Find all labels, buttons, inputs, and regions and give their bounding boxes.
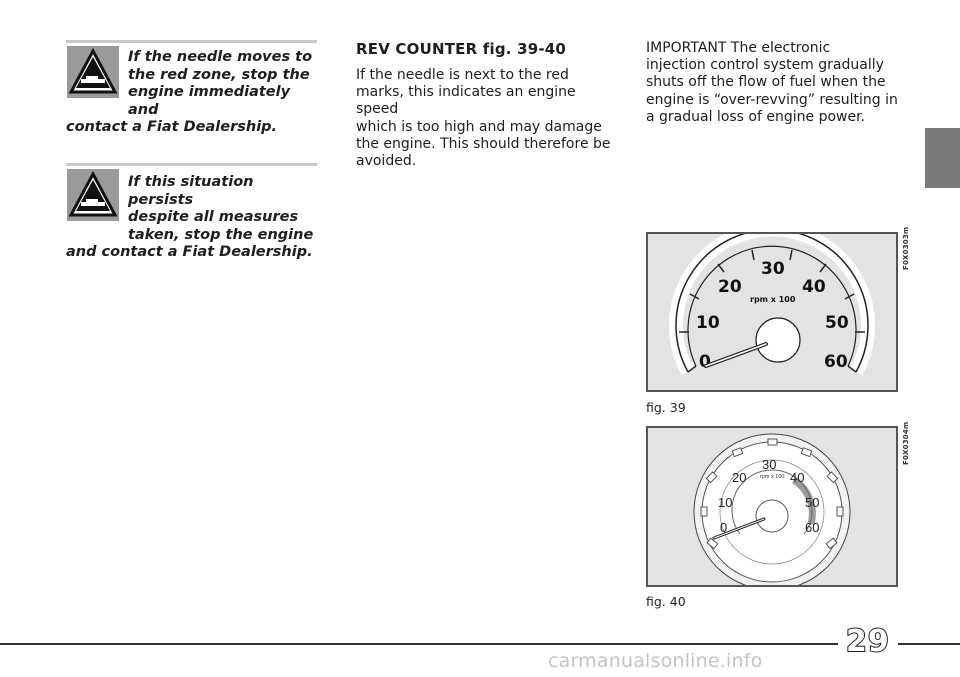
fig39-scale-60: 60	[824, 352, 848, 372]
footer-rule-left	[0, 643, 838, 645]
section-line-2: marks, this indicates an engine speed	[356, 84, 576, 118]
fig40-scale-30: 30	[762, 457, 777, 472]
figure-39-code: F0X0303m	[902, 226, 910, 270]
fig40-scale-10: 10	[718, 495, 733, 510]
section-paragraph	[356, 67, 616, 170]
fig39-unit-label: rpm x 100	[750, 295, 796, 304]
warning-1-line-1: If the needle moves to	[128, 49, 313, 65]
figure-40-code: F0X0304m	[902, 421, 910, 465]
fig39-scale-20: 20	[718, 277, 742, 297]
fig39-scale-10: 10	[696, 313, 720, 333]
warning-2-line-4: and contact a Fiat Dealership.	[66, 244, 313, 260]
fig40-scale-50: 50	[805, 495, 820, 510]
footer-rule-right	[898, 643, 960, 645]
section-line-3: which is too high and may damage	[356, 118, 602, 135]
figure-40	[646, 426, 898, 587]
section-title: REV COUNTER fig. 39-40	[356, 40, 567, 58]
section-line-5: avoided.	[356, 153, 417, 170]
figure-39-caption: fig. 39	[646, 400, 686, 415]
warning-2-text	[66, 174, 318, 262]
warning-1-text	[66, 49, 318, 137]
section-line-4: the engine. This should therefore be	[356, 135, 611, 152]
warning-1-line-4: contact a Fiat Dealership.	[66, 119, 278, 135]
important-line-5: a gradual loss of engine power.	[646, 108, 866, 125]
fig40-scale-0: 0	[720, 520, 728, 535]
warning-1-line-2: the red zone, stop the	[128, 66, 310, 83]
page-number: 29	[846, 624, 890, 659]
warning-2-line-2: despite all measures	[128, 209, 299, 225]
fig39-scale-40: 40	[802, 277, 826, 297]
important-line-2: injection control system gradually	[646, 57, 884, 74]
figure-39	[646, 232, 898, 392]
fig39-scale-50: 50	[825, 313, 849, 333]
section-thumb-tab	[925, 128, 960, 188]
warning-2-line-1: If this situation persists	[128, 174, 254, 208]
fig40-unit-label: rpm x 100	[760, 474, 785, 480]
warning-1-divider	[66, 40, 317, 43]
important-line-1: IMPORTANT The electronic	[646, 40, 831, 56]
fig39-scale-30: 30	[761, 259, 785, 279]
fig40-scale-20: 20	[732, 470, 747, 485]
important-line-4: engine is “over-revving” resulting in	[646, 91, 898, 108]
important-note	[646, 40, 906, 126]
important-line-3: shuts off the flow of fuel when the	[646, 74, 886, 91]
warning-1-line-3: engine immediately and	[128, 84, 291, 118]
section-line-1: If the needle is next to the red	[356, 67, 569, 83]
warning-2-line-3: taken, stop the engine	[128, 226, 314, 243]
fig40-scale-60: 60	[805, 520, 820, 535]
warning-2-divider	[66, 163, 317, 166]
watermark: carmanualsonline.info	[548, 650, 763, 672]
fig40-scale-40: 40	[790, 470, 805, 485]
figure-40-caption: fig. 40	[646, 594, 686, 609]
fig39-scale-0: 0	[699, 352, 711, 372]
